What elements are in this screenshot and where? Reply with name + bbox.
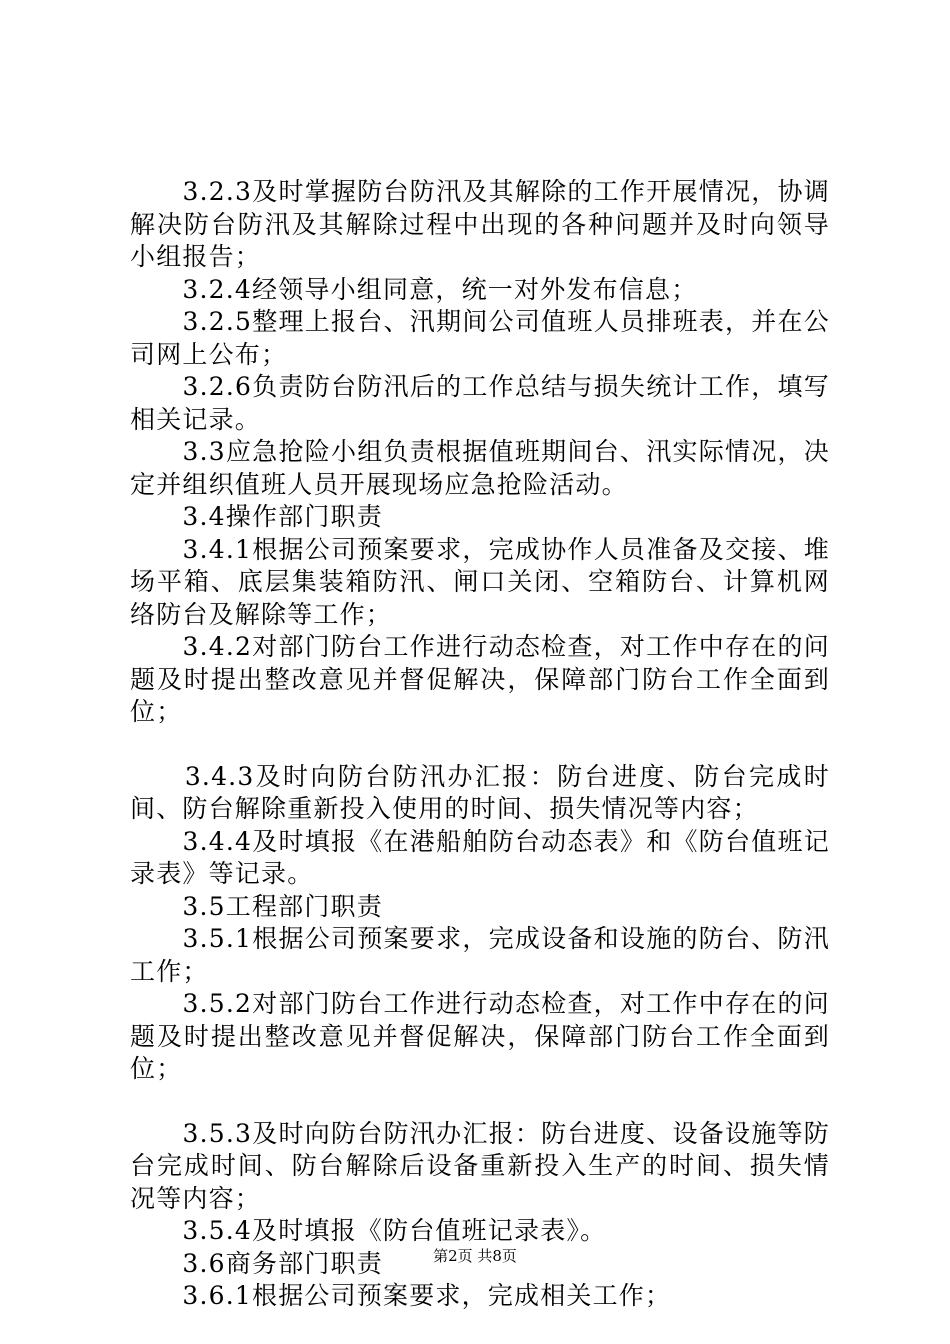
paragraph-3-5-4: 3.5.4及时填报《防台值班记录表》。 [130, 1216, 607, 1245]
blank-line [130, 1086, 830, 1118]
section-heading-3-4: 3.4操作部门职责 [130, 502, 383, 531]
paragraph-3-2-6: 3.2.6负责防台防汛后的工作总结与损失统计工作，填写相关记录。 [130, 372, 830, 434]
paragraph-3-3: 3.3应急抢险小组负责根据值班期间台、汛实际情况，决定并组织值班人员开展现场应急抢险活动。 [130, 437, 830, 499]
paragraph-3-5-3: 3.5.3及时向防台防汛办汇报：防台进度、设备设施等防台完成时间、防台解除后设备重新投入生产的时间、损失情况等内容； [130, 1118, 830, 1213]
paragraph-3-2-4: 3.2.4经领导小组同意，统一对外发布信息； [130, 274, 698, 304]
paragraph-3-4-4: 3.4.4及时填报《在港船舶防台动态表》和《防台值班记录表》等记录。 [130, 826, 830, 888]
paragraph-3-5-1: 3.5.1根据公司预案要求，完成设备和设施的防台、防汛工作； [130, 924, 830, 986]
page-number-footer: 第2页 共8页 [433, 1247, 517, 1265]
paragraph-3-4-2: 3.4.2对部门防台工作进行动态检查，对工作中存在的问题及时提出整改意见并督促解决，保障部门防台工作全面到位； [130, 632, 830, 726]
document-body [130, 176, 830, 1313]
paragraph-3-2-5: 3.2.5整理上报台、汛期间公司值班人员排班表，并在公司网上公布； [130, 307, 830, 369]
paragraph-3-2-3: 3.2.3及时掌握防台防汛及其解除的工作开展情况，协调解决防台防汛及其解除过程中出现的各种问题并及时向领导小组报告； [130, 177, 830, 271]
section-heading-3-5: 3.5工程部门职责 [130, 891, 383, 921]
paragraph-3-4-1: 3.4.1根据公司预案要求，完成协作人员准备及交接、堆场平箱、底层集装箱防汛、闸口关闭、空箱防台、计算机网络防台及解除等工作； [130, 534, 830, 629]
paragraph-3-4-3: 3.4.3及时向防台防汛办汇报：防台进度、防台完成时间、防台解除重新投入使用的时间、损失情况等内容； [130, 761, 830, 823]
section-heading-3-6: 3.6商务部门职责 [130, 1248, 383, 1278]
paragraph-3-6-1: 3.6.1根据公司预案要求，完成相关工作； [130, 1281, 672, 1310]
paragraph-3-5-2: 3.5.2对部门防台工作进行动态检查，对工作中存在的问题及时提出整改意见并督促解决，保障部门防台工作全面到位； [130, 989, 830, 1083]
blank-line [130, 729, 830, 761]
